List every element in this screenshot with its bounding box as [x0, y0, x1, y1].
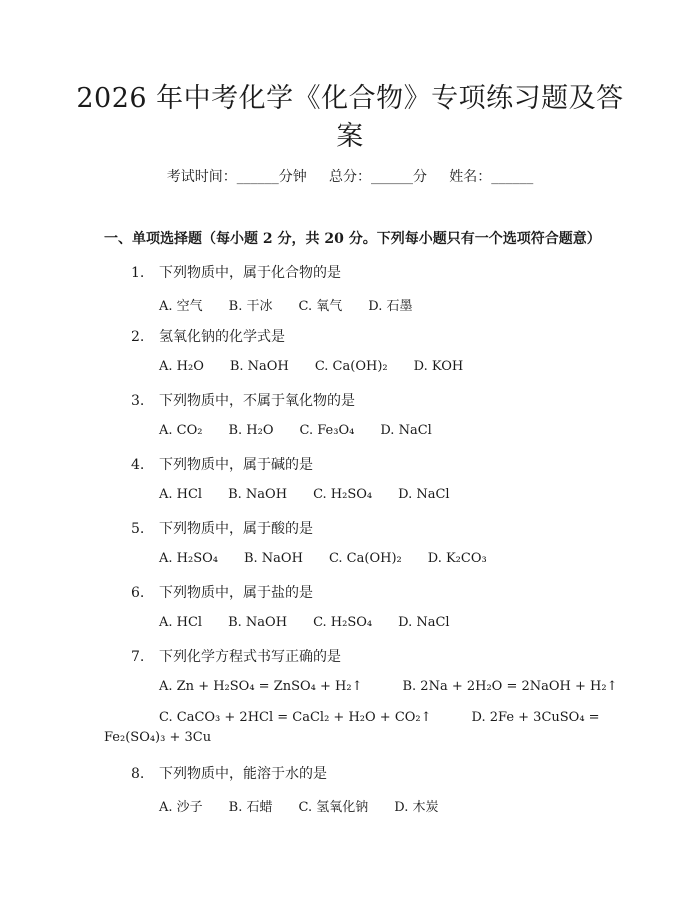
question-text: 下列物质中，属于酸的是 [159, 521, 313, 537]
document-title [60, 80, 640, 156]
option-d: D. NaCl [398, 615, 450, 630]
option-a: A. 空气 [159, 299, 203, 314]
option-c: C. H₂SO₄ [313, 615, 373, 630]
option-a: A. Zn + H₂SO₄ = ZnSO₄ + H₂↑ [159, 679, 363, 694]
option-d: D. 木炭 [394, 800, 439, 815]
question-number: 6. [131, 585, 145, 601]
option-c: C. Fe₃O₄ [299, 423, 355, 438]
question-4-options [159, 487, 476, 502]
question-number: 5. [131, 521, 145, 537]
question-text: 氢氧化钠的化学式是 [159, 329, 285, 345]
question-2 [131, 326, 285, 346]
title-line-1: 2026 年中考化学《化合物》专项练习题及答 [76, 83, 624, 114]
option-d-continuation: Fe₂(SO₄)₃ + 3Cu [104, 730, 212, 745]
option-b: B. 干冰 [228, 299, 273, 314]
question-number: 3. [131, 393, 145, 409]
question-5-options [159, 551, 513, 566]
option-a: A. HCl [159, 487, 203, 502]
question-1 [131, 262, 341, 282]
question-7-options-row-1 [159, 679, 643, 694]
option-c: C. 氧气 [298, 299, 343, 314]
option-b: B. NaOH [243, 551, 303, 566]
option-d: D. NaCl [380, 423, 432, 438]
option-a: A. H₂O [159, 359, 204, 374]
question-3-options [159, 423, 458, 438]
question-6-options [159, 615, 476, 630]
question-8-options [159, 796, 464, 815]
question-number: 7. [131, 649, 145, 665]
section-header: 一、单项选择题（每小题 2 分，共 20 分。下列每小题只有一个选项符合题意） [104, 231, 601, 247]
question-number: 2. [131, 329, 145, 345]
option-a: A. 沙子 [159, 800, 203, 815]
option-d: D. NaCl [398, 487, 450, 502]
option-d: D. 石墨 [368, 299, 413, 314]
option-d: D. 2Fe + 3CuSO₄ = [471, 710, 600, 725]
question-number: 1. [131, 265, 145, 281]
question-text: 下列物质中，属于碱的是 [159, 457, 313, 473]
question-2-options [159, 359, 489, 374]
option-a: A. H₂SO₄ [159, 551, 218, 566]
option-d: D. K₂CO₃ [427, 551, 487, 566]
option-c: C. CaCO₃ + 2HCl = CaCl₂ + H₂O + CO₂↑ [159, 710, 432, 725]
question-number: 8. [131, 766, 145, 782]
title-line-2: 案 [336, 121, 364, 152]
question-7-options-row-2 [159, 710, 626, 725]
option-b: B. NaOH [228, 615, 288, 630]
option-b: B. 石蜡 [228, 800, 273, 815]
question-text: 下列物质中，能溶于水的是 [159, 766, 327, 782]
option-b: B. 2Na + 2H₂O = 2NaOH + H₂↑ [402, 679, 618, 694]
question-5 [131, 518, 313, 538]
exam-info-line: 考试时间：______分钟 总分：______分 姓名：______ [166, 169, 534, 185]
question-number: 4. [131, 457, 145, 473]
question-text: 下列物质中，属于化合物的是 [159, 265, 341, 281]
question-3 [131, 390, 355, 410]
question-text: 下列化学方程式书写正确的是 [159, 649, 341, 665]
option-d: D. KOH [413, 359, 464, 374]
option-c: C. H₂SO₄ [313, 487, 373, 502]
option-b: B. H₂O [228, 423, 274, 438]
option-b: B. NaOH [228, 487, 288, 502]
question-1-options [159, 295, 438, 314]
question-4 [131, 454, 313, 474]
question-6 [131, 582, 313, 602]
option-c: C. Ca(OH)₂ [328, 551, 402, 566]
option-b: B. NaOH [229, 359, 289, 374]
option-c: C. 氢氧化钠 [298, 800, 369, 815]
question-8 [131, 763, 327, 783]
option-a: A. CO₂ [159, 423, 203, 438]
question-text: 下列物质中，不属于氧化物的是 [159, 393, 355, 409]
option-a: A. HCl [159, 615, 203, 630]
question-7 [131, 646, 341, 666]
question-text: 下列物质中，属于盐的是 [159, 585, 313, 601]
option-c: C. Ca(OH)₂ [314, 359, 388, 374]
